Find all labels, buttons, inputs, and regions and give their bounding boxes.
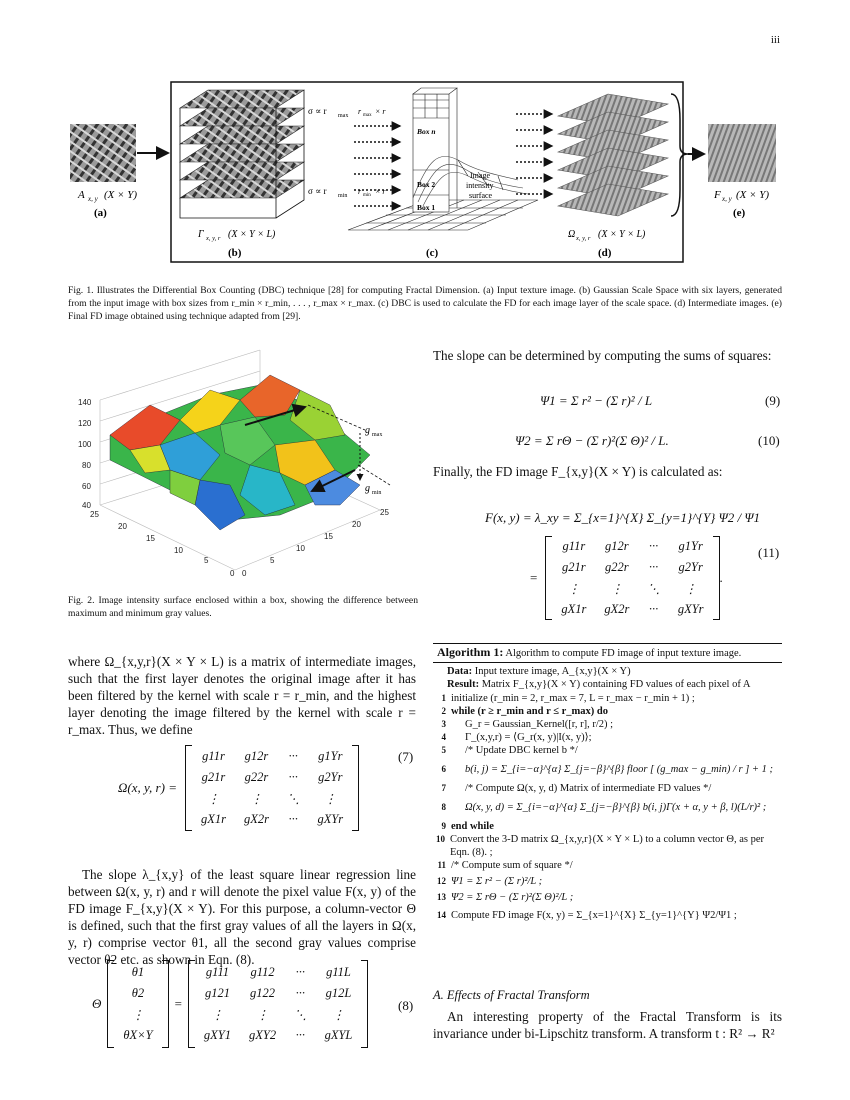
line-number: 4 [441, 732, 446, 742]
input-sub: x, y [88, 195, 98, 203]
matrix-cell: g122 [250, 986, 276, 1000]
gamma-label: Γ [198, 229, 204, 240]
y-tick: 10 [296, 544, 305, 553]
line-number: 9 [441, 821, 446, 831]
output-label: F [714, 189, 721, 201]
matrix-cell: g2Yr [678, 560, 703, 574]
output-args: (X × Y) [736, 189, 770, 201]
matrix-cell: ··· [288, 812, 298, 826]
matrix-cell: g2Yr [318, 770, 343, 784]
y-tick: 20 [352, 520, 361, 529]
algorithm-line: Ψ2 = Σ rΘ − (Σ r)²(Σ Θ)²/L ; [451, 892, 574, 903]
rmax-label: r [358, 107, 362, 116]
surface-label-1: Image [470, 171, 490, 180]
label-e: (e) [733, 207, 746, 219]
matrix-cell: g12r [244, 749, 269, 763]
z-tick: 140 [78, 398, 92, 407]
matrix-cell: g1Yr [678, 539, 703, 553]
figure-2-surface-plot [70, 345, 420, 590]
matrix-cell: ⋱ [647, 581, 660, 596]
eq8-lhs: Θ [92, 996, 102, 1011]
box-2: Box 2 [417, 180, 436, 189]
figure-2-caption: Fig. 2. Image intensity surface enclosed within a box, showing the difference between maximum and minimum gray values. [68, 595, 418, 619]
eq8-number: (8) [398, 998, 414, 1013]
z-tick: 80 [82, 461, 91, 470]
algorithm-line: initialize (r_min = 2, r_max = 7, L = r_max − r_min + 1) ; [451, 693, 695, 704]
algorithm-title-desc: Algorithm to compute FD image of input texture image. [505, 648, 742, 659]
eq7-lhs: Ω(x, y, r) = [118, 780, 177, 795]
label-c: (c) [426, 247, 439, 259]
surface-label-3: surface [469, 191, 493, 200]
algorithm-line: Compute FD image F(x, y) = Σ_{x=1}^{X} Σ_{y=1}^{Y} Ψ2/Ψ1 ; [451, 910, 737, 921]
scale-space-stack [180, 90, 304, 218]
gmax-label: g [365, 425, 370, 436]
equation-11-lhs: F(x, y) = λ_xy = Σ_{x=1}^{X} Σ_{y=1}^{Y} Ψ2 / Ψ1 [485, 510, 761, 525]
matrix-cell: gX2r [243, 812, 269, 826]
line-number: 13 [437, 892, 446, 902]
algorithm-title: Algorithm 1: [437, 645, 504, 659]
z-tick: 100 [78, 440, 92, 449]
eq8-matrix [195, 962, 361, 1046]
matrix-cell: ⋮ [332, 1007, 345, 1022]
right-para-2: Finally, the FD image F_{x,y}(X × Y) is calculated as: [433, 464, 723, 479]
matrix-cell: g11r [202, 749, 225, 763]
vector-cell: ⋮ [131, 1007, 145, 1022]
gamma-sub: x, y, r [206, 235, 221, 242]
y-tick: 15 [324, 532, 333, 541]
equation-9: Ψ1 = Σ r² − (Σ r)² / L [540, 393, 653, 408]
algorithm-line: end while [451, 821, 494, 832]
right-para-1: The slope can be determined by computing the sums of squares: [433, 348, 772, 363]
line-number: 10 [436, 834, 446, 844]
line-number: 3 [441, 719, 446, 729]
box-n: Box n [417, 127, 436, 136]
gmin-guide [358, 465, 390, 485]
equation-11: = g11r g12r ··· g1Yr g21r g22r ··· g2Yr ⋮ ⋮ ⋱ ⋮ gX1r gX2r ··· gXYr . [530, 536, 723, 620]
line-number: 5 [441, 745, 446, 755]
omega-sub: x, y, r [576, 235, 591, 242]
eq10-number: (10) [758, 433, 780, 448]
matrix-cell: g111 [205, 965, 230, 979]
page-number: iii [770, 34, 780, 46]
line-number: 14 [437, 910, 446, 920]
z-tick: 120 [78, 419, 92, 428]
vector-cell: θ2 [131, 986, 145, 1000]
output-fd-image [708, 124, 776, 182]
matrix-cell: ⋮ [684, 581, 697, 596]
label-b: (b) [228, 247, 242, 259]
line-number: 8 [441, 802, 446, 812]
figure-1 [68, 80, 786, 272]
matrix-cell: ⋮ [567, 581, 581, 596]
figure-1-caption: Fig. 1. Illustrates the Differential Box Counting (DBC) technique [28] for computing Fractal Dimension. (a) Input texture image. (b) Gaussian Scale Space with six layers, generated from the input image with box sizes from r_min × r_min, . . . , r_max × r_max. (c) DBC is used to calculate the FD for each image layer of the scale space. (d) Intermediate images. (e) Final FD image obtained using technique adapted from [29]. [68, 285, 782, 322]
matrix-cell: ··· [295, 965, 306, 979]
intensity-surface [110, 375, 370, 530]
matrix-cell: ⋮ [211, 1007, 224, 1022]
matrix-cell: gX2r [604, 602, 630, 616]
omega-args: (X × Y × L) [598, 229, 646, 240]
sigma-max-sub: max [338, 113, 349, 119]
matrix-cell: g12L [325, 986, 352, 1000]
eq11-matrix [552, 536, 712, 620]
matrix-cell: g11r [562, 539, 586, 553]
matrix-cell: ⋮ [324, 791, 337, 806]
matrix-cell: ··· [288, 770, 298, 784]
eq8-vector [114, 962, 161, 1046]
section-heading: A. Effects of Fractal Transform [433, 988, 590, 1002]
matrix-cell: ⋮ [256, 1007, 269, 1022]
matrix-cell: ··· [295, 1028, 306, 1042]
matrix-cell: g121 [204, 986, 230, 1000]
label-a: (a) [94, 207, 107, 219]
y-tick: 0 [242, 569, 247, 578]
vector-cell: θ1 [131, 965, 145, 979]
matrix-cell: ⋱ [294, 1007, 307, 1022]
algorithm-line: /* Update DBC kernel b */ [465, 745, 578, 756]
algorithm-line: b(i, j) = Σ_{i=−α}^{α} Σ_{j=−β}^{β} floor [ (g_max − g_min) / r ] + 1 ; [465, 764, 774, 775]
section-para: An interesting property of the Fractal Transform is its invariance under bi-Lipschitz transform. A transform t : R² → R² [433, 1009, 782, 1041]
equation-8: Θ θ1 θ2 ⋮ θX×Y = g111 g112 ··· g11L g121 g122 ··· g12L ⋮ ⋮ ⋱ ⋮ gXY1 gXY2 ··· gXYL [92, 960, 368, 1048]
algorithm-line: while (r ≥ r_min and r ≤ r_max) do [451, 706, 608, 717]
eq7-matrix [192, 746, 352, 830]
matrix-cell: g22r [244, 770, 269, 784]
matrix-cell: g22r [605, 560, 629, 574]
rmax-sub: max [363, 113, 372, 118]
x-tick: 5 [204, 556, 209, 565]
gmin-sub: min [372, 490, 382, 496]
algorithm-data-text: Input texture image, A_{x,y}(X × Y) [474, 666, 631, 677]
intermediate-stack [558, 94, 668, 216]
x-tick: 10 [174, 546, 183, 555]
algorithm-line: Γ_(x,y,r) = ⟨G_r(x, y)|I(x, y)⟩; [465, 732, 592, 743]
z-tick: 40 [82, 501, 91, 510]
x-tick: 20 [118, 522, 127, 531]
brace [671, 94, 688, 216]
algorithm-line: G_r = Gaussian_Kernel([r, r], r/2) ; [465, 719, 614, 730]
arrows-c-to-d [516, 114, 552, 194]
algorithm-line: Ψ1 = Σ r² − (Σ r)²/L ; [451, 876, 543, 887]
matrix-cell: gXYL [324, 1028, 353, 1042]
line-number: 7 [441, 783, 446, 793]
surface-label-2: intensity [466, 181, 494, 190]
matrix-cell: g112 [250, 965, 275, 979]
matrix-cell: g12r [605, 539, 629, 553]
figure-1-diagram [68, 80, 786, 272]
gamma-args: (X × Y × L) [228, 229, 276, 240]
line-number: 6 [441, 764, 446, 774]
matrix-cell: ⋮ [610, 581, 624, 596]
matrix-cell: g1Yr [318, 749, 343, 763]
matrix-cell: ⋮ [250, 791, 263, 806]
output-sub: x, y [722, 195, 732, 203]
algorithm-line: /* Compute sum of square */ [451, 860, 573, 871]
line-number: 1 [441, 693, 446, 703]
box-1: Box 1 [417, 203, 436, 212]
matrix-cell: gX1r [561, 602, 587, 616]
matrix-cell: gXY2 [249, 1028, 277, 1042]
figure-2 [70, 345, 420, 590]
rmin-label: r [358, 187, 362, 196]
sigma-min-sub: min [338, 193, 348, 199]
gmax-sub: max [372, 432, 383, 438]
label-d: (d) [598, 247, 612, 259]
input-texture-image [70, 124, 136, 182]
z-tick: 60 [82, 482, 91, 491]
line-number: 2 [441, 706, 446, 716]
matrix-cell: ⋱ [286, 791, 300, 806]
y-tick: 25 [380, 508, 389, 517]
x-tick: 0 [230, 569, 235, 578]
algorithm-result-text: Matrix F_{x,y}(X × Y) containing FD values of each pixel of A [481, 679, 751, 690]
x-tick: 15 [146, 534, 155, 543]
matrix-cell: gXYr [317, 812, 344, 826]
equation-10: Ψ2 = Σ rΘ − (Σ r)²(Σ Θ)² / L. [515, 433, 669, 448]
input-label: A [78, 189, 85, 201]
matrix-cell: ··· [648, 560, 659, 574]
matrix-cell: gXYr [677, 602, 704, 616]
matrix-cell: ··· [648, 602, 659, 616]
eq11-number: (11) [758, 545, 780, 560]
rmin-times: × r [375, 187, 386, 196]
eq9-number: (9) [765, 393, 781, 408]
rmax-times: × r [375, 107, 386, 116]
algorithm-line: Ω(x, y, d) = Σ_{i=−α}^{α} Σ_{j=−β}^{β} b(i, j)Γ(x + α, y + β, l)(L/r)² ; [465, 802, 767, 813]
matrix-cell: ··· [295, 986, 306, 1000]
matrix-cell: g21r [201, 770, 226, 784]
omega-label: Ω [568, 229, 576, 240]
vector-cell: θX×Y [123, 1028, 153, 1042]
algorithm-data-label: Data: [447, 666, 473, 677]
left-para-2: The slope λ_{x,y} of the least square linear regression line between Ω(x, y, r) and r will denote the pixel value F(x, y) of the FD image F_{x,y}(X × Y). For this purpose, a column-vector Θ is defined, such that the first gray values of all the layers in Ω(x, y, r) comprise vector θ1, all the second gray values comprise vector θ2 etc. as shown in Eqn. (8). [68, 867, 416, 967]
matrix-cell: g11L [326, 965, 351, 979]
eq7-number: (7) [398, 749, 414, 764]
algorithm-line: Convert the 3-D matrix Ω_{x,y,r}(X × Y × L) to a column vector Θ, as per Eqn. (8). ; [450, 834, 765, 858]
gmin-label: g [365, 483, 370, 494]
sigma-max: σ ∝ r [308, 106, 327, 116]
input-args: (X × Y) [104, 189, 138, 201]
equation-7 [118, 745, 359, 831]
matrix-cell: ⋮ [207, 791, 220, 806]
x-tick: 25 [90, 510, 99, 519]
matrix-cell: ··· [288, 749, 298, 763]
line-number: 11 [437, 860, 446, 870]
line-number: 12 [437, 876, 446, 886]
algorithm-1 [433, 643, 782, 927]
sigma-min: σ ∝ r [308, 186, 327, 196]
rmin-sub: min [363, 193, 371, 198]
left-para-1: where Ω_{x,y,r}(X × Y × L) is a matrix of intermediate images, such that the first layer denotes the original image after it has been filtered by the kernel with scale r = r_min, and the highest layer denoting the image filtered by the kernel with scale r = r_max. Thus, we define [68, 654, 416, 737]
matrix-cell: ··· [648, 539, 659, 553]
matrix-cell: gX1r [200, 812, 226, 826]
matrix-cell: g21r [562, 560, 586, 574]
algorithm-line: /* Compute Ω(x, y, d) Matrix of intermediate FD values */ [465, 783, 712, 794]
y-tick: 5 [270, 556, 275, 565]
algorithm-result-label: Result: [447, 679, 480, 690]
matrix-cell: gXY1 [203, 1028, 231, 1042]
